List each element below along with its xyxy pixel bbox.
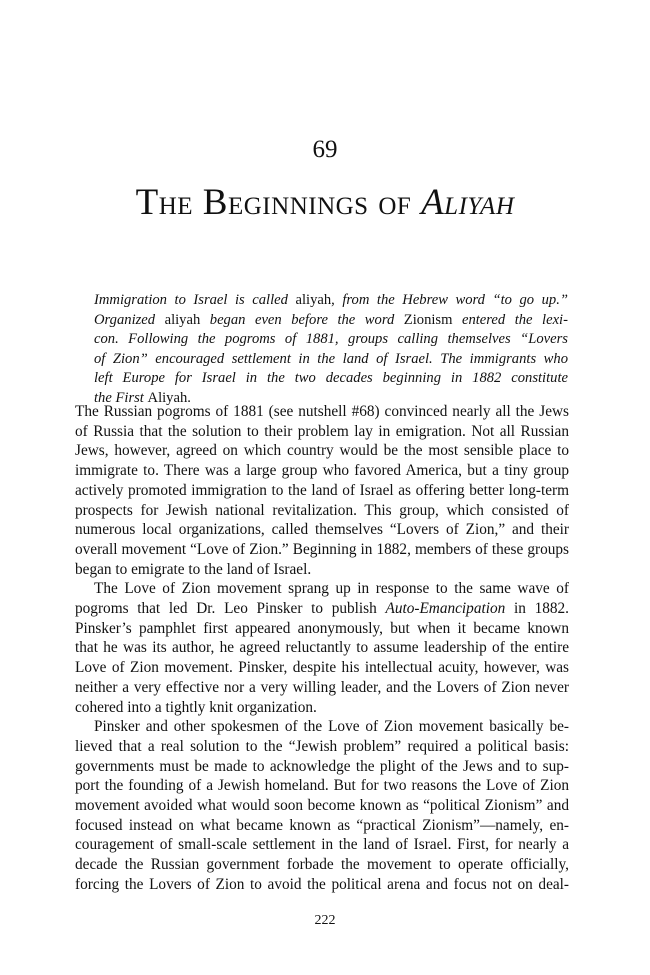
body-text: [75, 402, 569, 895]
paragraph-1: [75, 402, 569, 579]
text-line: pogroms that led Dr. Leo Pinsker to publish Auto-Emancipation in 1882.: [75, 600, 569, 618]
text-line: immigrate to. There was a large group who favored America, but a tiny group: [75, 462, 569, 480]
abstract-line: of Zion” encouraged settlement in the land of Israel. The immigrants who: [94, 350, 568, 367]
text-line: Pinsker and other spokesmen of the Love of Zion movement basically be-: [94, 718, 569, 736]
paragraph-2: [75, 579, 569, 717]
text-line: Love of Zion movement. Pinsker, despite his intellectual acuity, however, was: [75, 659, 569, 677]
text-line: decade the Russian government forbade the movement to operate officially,: [75, 856, 569, 874]
text-line: cohered into a tightly knit organization.: [75, 698, 317, 716]
text-line: port the founding of a Jewish homeland. But for two reasons the Love of Zion: [75, 777, 569, 795]
text-line: couragement of small-scale settlement in the land of Israel. First, for nearly a: [75, 836, 569, 854]
text-line: The Russian pogroms of 1881 (see nutshell #68) convinced nearly all the Jews: [75, 403, 569, 420]
abstract-line: con. Following the pogroms of 1881, groups calling themselves “Lovers: [94, 331, 568, 348]
abstract-line: left Europe for Israel in the two decades beginning in 1882 constitute: [94, 370, 568, 387]
abstract-line: the First Aliyah.: [94, 389, 191, 406]
text-line: The Love of Zion movement sprang up in response to the same wave of: [94, 580, 569, 598]
text-line: prospects for Jewish national revitalization. This group, which consisted of: [75, 501, 569, 519]
text-line: numerous local organizations, called themselves “Lovers of Zion,” and their: [75, 521, 569, 539]
text-line: began to emigrate to the land of Israel.: [75, 560, 312, 578]
text-line: governments must be made to acknowledge the plight of the Jews and to sup-: [75, 757, 569, 775]
chapter-abstract: [94, 291, 568, 409]
text-line: overall movement “Love of Zion.” Beginning in 1882, members of these groups: [75, 540, 569, 558]
text-line: focused instead on what became known as “practical Zionism”—namely, en-: [75, 816, 569, 834]
title-word-aliyah: ALIYAH: [421, 182, 515, 223]
text-line: actively promoted immigration to the land of Israel as offering better long-term: [75, 481, 569, 499]
text-line: of Russia that the solution to their problem lay in emigration. Not all Russian: [75, 422, 569, 440]
paragraph-3: [75, 717, 569, 894]
title-word-of: OF: [378, 193, 412, 220]
text-line: Jews, however, agreed on which country would be the most sensible place to: [75, 442, 569, 460]
title-word-the: THE: [135, 182, 194, 223]
text-line: neither a very effective nor a very willing leader, and the Lovers of Zion never: [75, 678, 569, 696]
chapter-number: 69: [312, 136, 338, 163]
book-title: Auto-Emancipation: [385, 600, 506, 618]
text-line: movement avoided what would soon become known as “political Zionism” and: [75, 797, 569, 815]
page-number: 222: [314, 913, 336, 928]
abstract-line: Organized aliyah began even before the word Zionism entered the lexi-: [94, 311, 568, 328]
text-line: lieved that a real solution to the “Jewish problem” required a political basis:: [75, 737, 569, 755]
title-word-beginnings: BEGINNINGS: [202, 182, 369, 223]
text-line: forcing the Lovers of Zion to avoid the political arena and focus not on deal-: [75, 875, 569, 893]
chapter-title: [0, 181, 650, 229]
text-line: Pinsker’s pamphlet first appeared anonymously, but when it became known: [75, 619, 569, 637]
abstract-line: Immigration to Israel is called aliyah, from the Hebrew word “to go up.”: [94, 292, 568, 308]
text-line: that he was its author, he agreed reluctantly to assume leadership of the entire: [75, 639, 569, 657]
